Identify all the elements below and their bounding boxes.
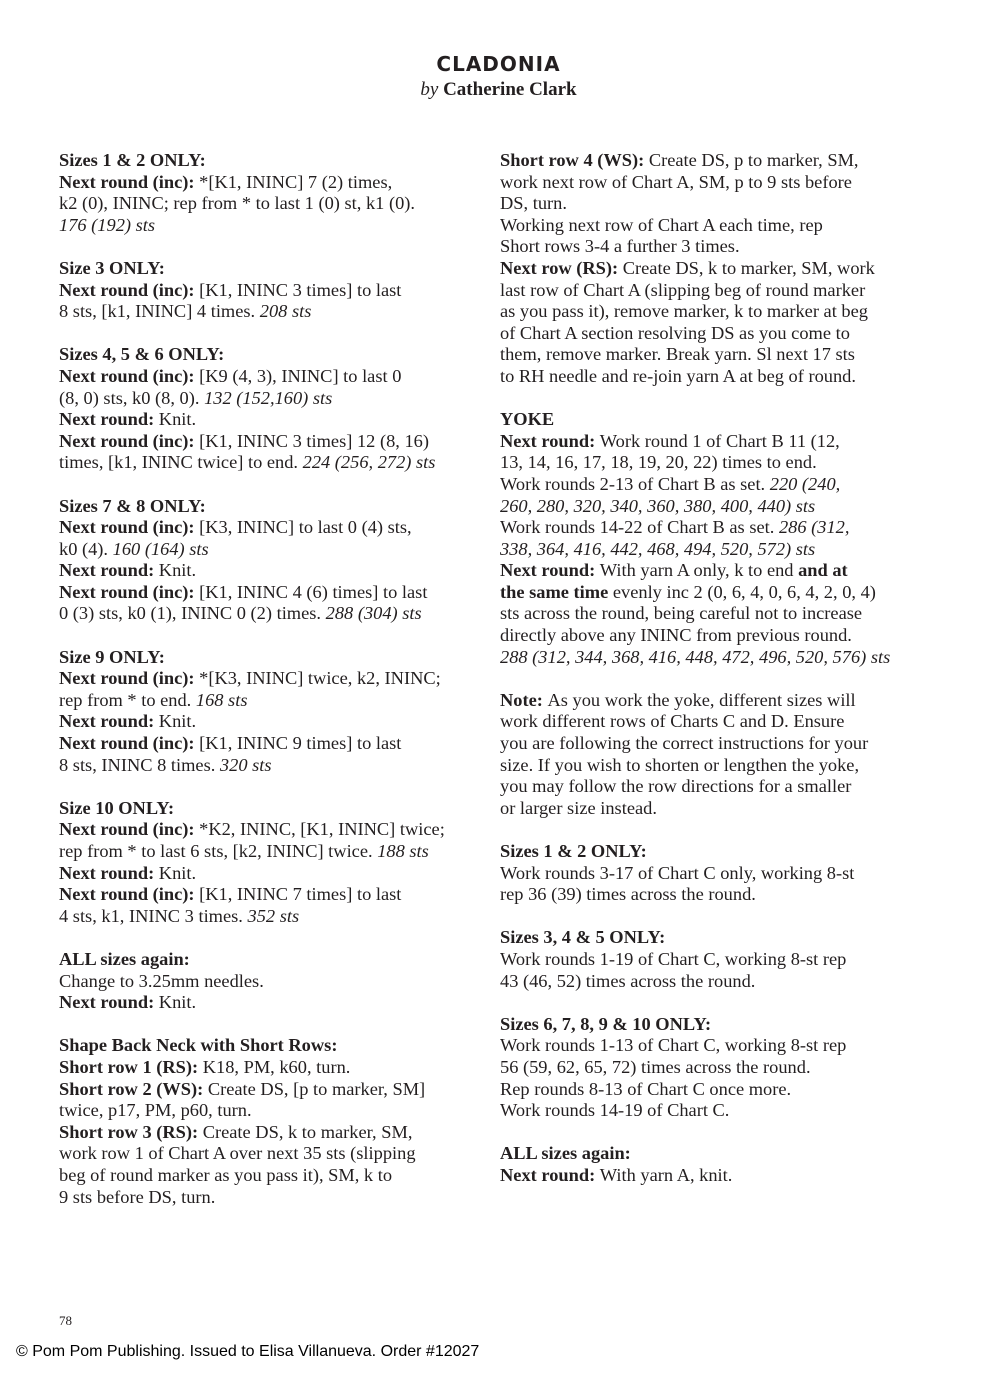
text-line (500, 711, 925, 733)
plain-text: directly above any ININC from previous round. (500, 625, 852, 646)
italic-text: 338, 364, 416, 442, 468, 494, 520, 572) sts (500, 538, 816, 559)
bold-text: Next row (RS): (500, 257, 623, 278)
bold-text: ALL sizes again: (59, 948, 190, 969)
text-line (59, 755, 479, 777)
text-line (500, 496, 925, 518)
plain-text: Work rounds 14-22 of Chart B as set. (500, 517, 779, 538)
bold-text: Next round: (59, 560, 159, 581)
text-line (500, 193, 925, 215)
text-line (59, 711, 479, 733)
instruction-section (59, 258, 479, 323)
text-line (500, 236, 925, 258)
text-line (59, 949, 479, 971)
text-line (59, 603, 479, 625)
plain-text: beg of round marker as you pass it), SM, k to (59, 1164, 393, 1185)
text-line (500, 733, 925, 755)
instruction-section (500, 841, 925, 906)
plain-text: [K1, ININC 9 times] to last (199, 733, 402, 754)
plain-text: sts across the round, being careful not to increase (500, 603, 863, 624)
text-line (500, 452, 925, 474)
plain-text: Knit. (158, 560, 197, 581)
plain-text: As you work the yoke, different sizes will (547, 689, 856, 710)
text-line (500, 1057, 925, 1079)
plain-text: 0 (3) sts, k0 (1), ININC 0 (2) times. (59, 603, 326, 624)
text-line (500, 647, 925, 669)
plain-text: Create DS, [p to marker, SM] (207, 1078, 426, 1099)
text-line (59, 992, 479, 1014)
text-line (59, 496, 479, 518)
bold-text: Short row 1 (RS): (59, 1056, 203, 1077)
text-line (59, 452, 479, 474)
plain-text: Short rows 3-4 a further 3 times. (500, 236, 740, 257)
italic-text: 132 (152,160) sts (204, 387, 333, 408)
text-line (500, 215, 925, 237)
bold-text: Next round: (500, 560, 600, 581)
italic-text: 286 (312, (778, 517, 850, 538)
text-line (59, 1187, 479, 1209)
italic-text: 288 (312, 344, 368, 416, 448, 472, 496, 520, 576) sts (500, 646, 891, 667)
plain-text: Work rounds 3-17 of Chart C only, working 8-st (500, 862, 855, 883)
bold-text: Next round (inc): (59, 884, 200, 905)
plain-text: Work rounds 1-13 of Chart C, working 8-st rep (500, 1035, 847, 1056)
bold-text: Next round: (500, 430, 600, 451)
bold-text: Sizes 1 & 2 ONLY: (500, 841, 647, 861)
plain-text: rep 36 (39) times across the round. (500, 884, 756, 905)
plain-text: rep from * to last 6 sts, [k2, ININC] twice. (59, 841, 378, 861)
text-line (500, 841, 925, 863)
plain-text: *K2, ININC, [K1, ININC] twice; (199, 819, 445, 840)
text-line (500, 1035, 925, 1057)
plain-text: work different rows of Charts C and D. Ensure (500, 711, 845, 732)
text-line (500, 409, 925, 431)
text-line (500, 150, 925, 172)
text-line (59, 517, 479, 539)
text-line (500, 863, 925, 885)
plain-text: you are following the correct instructions for your (500, 733, 869, 754)
plain-text: to RH needle and re-join yarn A at beg of round. (500, 365, 856, 386)
italic-text: 208 sts (259, 301, 312, 322)
bold-text: Sizes 1 & 2 ONLY: (59, 150, 206, 170)
text-line (500, 949, 925, 971)
text-line (59, 863, 479, 885)
instruction-section (500, 927, 925, 992)
text-line (59, 1165, 479, 1187)
text-line (500, 927, 925, 949)
plain-text: Rep rounds 8-13 of Chart C once more. (500, 1078, 792, 1099)
text-line (500, 1165, 925, 1187)
plain-text: size. If you wish to shorten or lengthen the yoke, (500, 754, 860, 775)
bold-text: Size 9 ONLY: (59, 646, 165, 667)
text-line (500, 474, 925, 496)
bold-text: Next round: (500, 1164, 600, 1185)
bold-text: ALL sizes again: (500, 1143, 631, 1164)
text-line (59, 388, 479, 410)
text-line (59, 409, 479, 431)
bold-text: Next round: (59, 862, 159, 883)
text-line (59, 1100, 479, 1122)
plain-text: 56 (59, 62, 65, 72) times across the round. (500, 1056, 811, 1077)
bold-text: Next round (inc): (59, 365, 200, 386)
text-line (500, 690, 925, 712)
italic-text: 160 (164) sts (112, 538, 209, 559)
instruction-section (59, 798, 479, 928)
text-line (500, 603, 925, 625)
plain-text: *[K1, ININC] 7 (2) times, (199, 171, 393, 192)
bold-text: Next round (inc): (59, 171, 200, 192)
bold-text: Next round: (59, 409, 159, 430)
bold-text: Sizes 3, 4 & 5 ONLY: (500, 927, 666, 948)
italic-text: 288 (304) sts (325, 603, 422, 624)
plain-text: 8 sts, ININC 8 times. (59, 754, 220, 775)
plain-text: times, [k1, ININC twice] to end. (59, 452, 303, 473)
plain-text: 4 sts, k1, ININC 3 times. (59, 905, 248, 926)
text-line (59, 668, 479, 690)
plain-text: Change to 3.25mm needles. (59, 970, 264, 991)
bold-text: Short row 4 (WS): (500, 150, 649, 170)
bold-text: Next round (inc): (59, 733, 200, 754)
instruction-section (59, 150, 479, 236)
text-line (500, 582, 925, 604)
text-line (500, 755, 925, 777)
text-line (59, 301, 479, 323)
text-line (500, 1143, 925, 1165)
text-line (59, 258, 479, 280)
plain-text: [K9 (4, 3), ININC] to last 0 (199, 365, 402, 386)
plain-text: [K1, ININC 3 times] to last (199, 279, 402, 300)
text-line (500, 431, 925, 453)
plain-text: [K1, ININC 7 times] to last (199, 884, 402, 905)
bold-text: Shape Back Neck with Short Rows: (59, 1035, 338, 1056)
plain-text: Work rounds 2-13 of Chart B as set. (500, 473, 770, 494)
plain-text: *[K3, ININC] twice, k2, ININC; (199, 668, 441, 689)
plain-text: 9 sts before DS, turn. (59, 1186, 216, 1207)
instruction-section (59, 1035, 479, 1208)
text-line (59, 150, 479, 172)
text-line (500, 366, 925, 388)
text-line (500, 798, 925, 820)
bold-text: Next round (inc): (59, 430, 200, 451)
text-line (59, 906, 479, 928)
plain-text: or larger size instead. (500, 797, 657, 818)
text-line (59, 1122, 479, 1144)
plain-text: [K1, ININC 4 (6) times] to last (199, 581, 428, 602)
plain-text: of Chart A section resolving DS as you come to (500, 322, 850, 343)
plain-text: Knit. (158, 992, 197, 1013)
text-line (500, 884, 925, 906)
plain-text: Work rounds 14-19 of Chart C. (500, 1100, 730, 1121)
bold-text: Next round (inc): (59, 279, 200, 300)
text-line (59, 884, 479, 906)
instruction-section (59, 496, 479, 626)
plain-text: Work rounds 1-19 of Chart C, working 8-st rep (500, 948, 847, 969)
byline (0, 79, 997, 101)
italic-text: 260, 280, 320, 340, 360, 380, 400, 440) sts (500, 495, 816, 516)
bold-text: the same time (500, 581, 613, 602)
text-line (59, 1035, 479, 1057)
plain-text: Create DS, k to marker, SM, work (622, 257, 875, 278)
text-line (59, 344, 479, 366)
bold-text: and at (798, 560, 848, 581)
plain-text: Create DS, p to marker, SM, (648, 150, 859, 170)
plain-text: Working next row of Chart A each time, rep (500, 214, 823, 235)
text-line (59, 215, 479, 237)
bold-text: Next round: (59, 992, 159, 1013)
plain-text: K18, PM, k60, turn. (202, 1056, 351, 1077)
text-line (59, 647, 479, 669)
plain-text: evenly inc 2 (0, 6, 4, 0, 6, 4, 2, 0, 4) (612, 581, 876, 602)
plain-text: [K1, ININC 3 times] 12 (8, 16) (199, 430, 429, 451)
italic-text: 352 sts (247, 905, 300, 926)
text-line (500, 539, 925, 561)
text-line (59, 582, 479, 604)
copyright-footer: © Pom Pom Publishing. Issued to Elisa Villanueva. Order #12027 (16, 1343, 480, 1360)
italic-text: 320 sts (219, 754, 272, 775)
plain-text: rep from * to end. (59, 689, 196, 710)
plain-text: k2 (0), ININC; rep from * to last 1 (0) st, k1 (0). (59, 193, 415, 214)
bold-text: Short row 2 (WS): (59, 1078, 208, 1099)
plain-text: DS, turn. (500, 193, 567, 214)
plain-text: Knit. (158, 409, 197, 430)
text-line (500, 1100, 925, 1122)
italic-text: 176 (192) sts (59, 214, 156, 235)
text-line (59, 539, 479, 561)
bold-text: Next round (inc): (59, 581, 200, 602)
instruction-section (500, 150, 925, 388)
text-line (500, 301, 925, 323)
text-line (59, 172, 479, 194)
bold-text: Next round (inc): (59, 819, 200, 840)
text-line (59, 366, 479, 388)
bold-text: Size 10 ONLY: (59, 797, 175, 818)
text-line (59, 560, 479, 582)
plain-text: With yarn A only, k to end (599, 560, 799, 581)
bold-text: Next round: (59, 711, 159, 732)
right-column (500, 150, 925, 1208)
bold-text: YOKE (500, 409, 555, 430)
text-line (500, 344, 925, 366)
plain-text: last row of Chart A (slipping beg of round marker (500, 279, 866, 300)
instruction-section (59, 647, 479, 777)
text-line (59, 1079, 479, 1101)
text-line (500, 280, 925, 302)
bold-text: Sizes 6, 7, 8, 9 & 10 ONLY: (500, 1013, 712, 1034)
plain-text: With yarn A, knit. (599, 1164, 733, 1185)
plain-text: work next row of Chart A, SM, p to 9 sts before (500, 171, 852, 192)
italic-text: 220 (240, (769, 473, 841, 494)
instruction-section (500, 690, 925, 820)
text-line (500, 776, 925, 798)
bold-text: Short row 3 (RS): (59, 1121, 203, 1142)
text-line (500, 1079, 925, 1101)
bold-text: Next round (inc): (59, 517, 200, 538)
bold-text: Note: (500, 689, 548, 710)
plain-text: Work round 1 of Chart B 11 (12, (599, 430, 840, 451)
plain-text: k0 (4). (59, 538, 113, 559)
author-name: Catherine Clark (443, 79, 577, 100)
plain-text: 13, 14, 16, 17, 18, 19, 20, 22) times to end. (500, 452, 817, 473)
instruction-section (59, 949, 479, 1014)
text-line (500, 1014, 925, 1036)
text-line (500, 971, 925, 993)
text-line (59, 841, 479, 863)
italic-text: 188 sts (377, 841, 429, 861)
text-line (59, 733, 479, 755)
text-line (59, 431, 479, 453)
text-line (59, 1143, 479, 1165)
text-line (59, 971, 479, 993)
plain-text: Knit. (158, 711, 197, 732)
text-line (59, 1057, 479, 1079)
text-line (500, 560, 925, 582)
italic-text: 224 (256, 272) sts (302, 452, 436, 473)
plain-text: twice, p17, PM, p60, turn. (59, 1100, 252, 1121)
text-line (59, 280, 479, 302)
text-line (59, 798, 479, 820)
plain-text: Create DS, k to marker, SM, (202, 1121, 413, 1142)
text-line (500, 172, 925, 194)
plain-text: 43 (46, 52) times across the round. (500, 970, 756, 991)
bold-text: Size 3 ONLY: (59, 257, 165, 278)
text-line (59, 193, 479, 215)
plain-text: as you pass it), remove marker, k to marker at beg (500, 301, 868, 322)
text-line (500, 258, 925, 280)
bold-text: Next round (inc): (59, 668, 200, 689)
plain-text: [K3, ININC] to last 0 (4) sts, (199, 517, 412, 538)
italic-text: 168 sts (195, 689, 248, 710)
text-line (59, 690, 479, 712)
text-line (59, 819, 479, 841)
text-line (500, 625, 925, 647)
text-line (500, 323, 925, 345)
pattern-title: CLADONIA (436, 52, 561, 76)
plain-text: 8 sts, [k1, ININC] 4 times. (59, 301, 260, 322)
instruction-section (59, 344, 479, 474)
instruction-section (500, 1014, 925, 1122)
plain-text: you may follow the row directions for a smaller (500, 776, 852, 797)
byline-prefix: by (420, 79, 439, 100)
bold-text: Sizes 7 & 8 ONLY: (59, 495, 206, 516)
instruction-section (500, 409, 925, 668)
bold-text: Sizes 4, 5 & 6 ONLY: (59, 344, 225, 365)
plain-text: them, remove marker. Break yarn. Sl next 17 sts (500, 344, 855, 365)
page-number: 78 (59, 1313, 72, 1328)
plain-text: (8, 0) sts, k0 (8, 0). (59, 387, 205, 408)
instruction-section (500, 1143, 925, 1186)
plain-text: Knit. (158, 862, 197, 883)
text-line (500, 517, 925, 539)
plain-text: work row 1 of Chart A over next 35 sts (slipping (59, 1143, 416, 1164)
left-column (59, 150, 479, 1230)
